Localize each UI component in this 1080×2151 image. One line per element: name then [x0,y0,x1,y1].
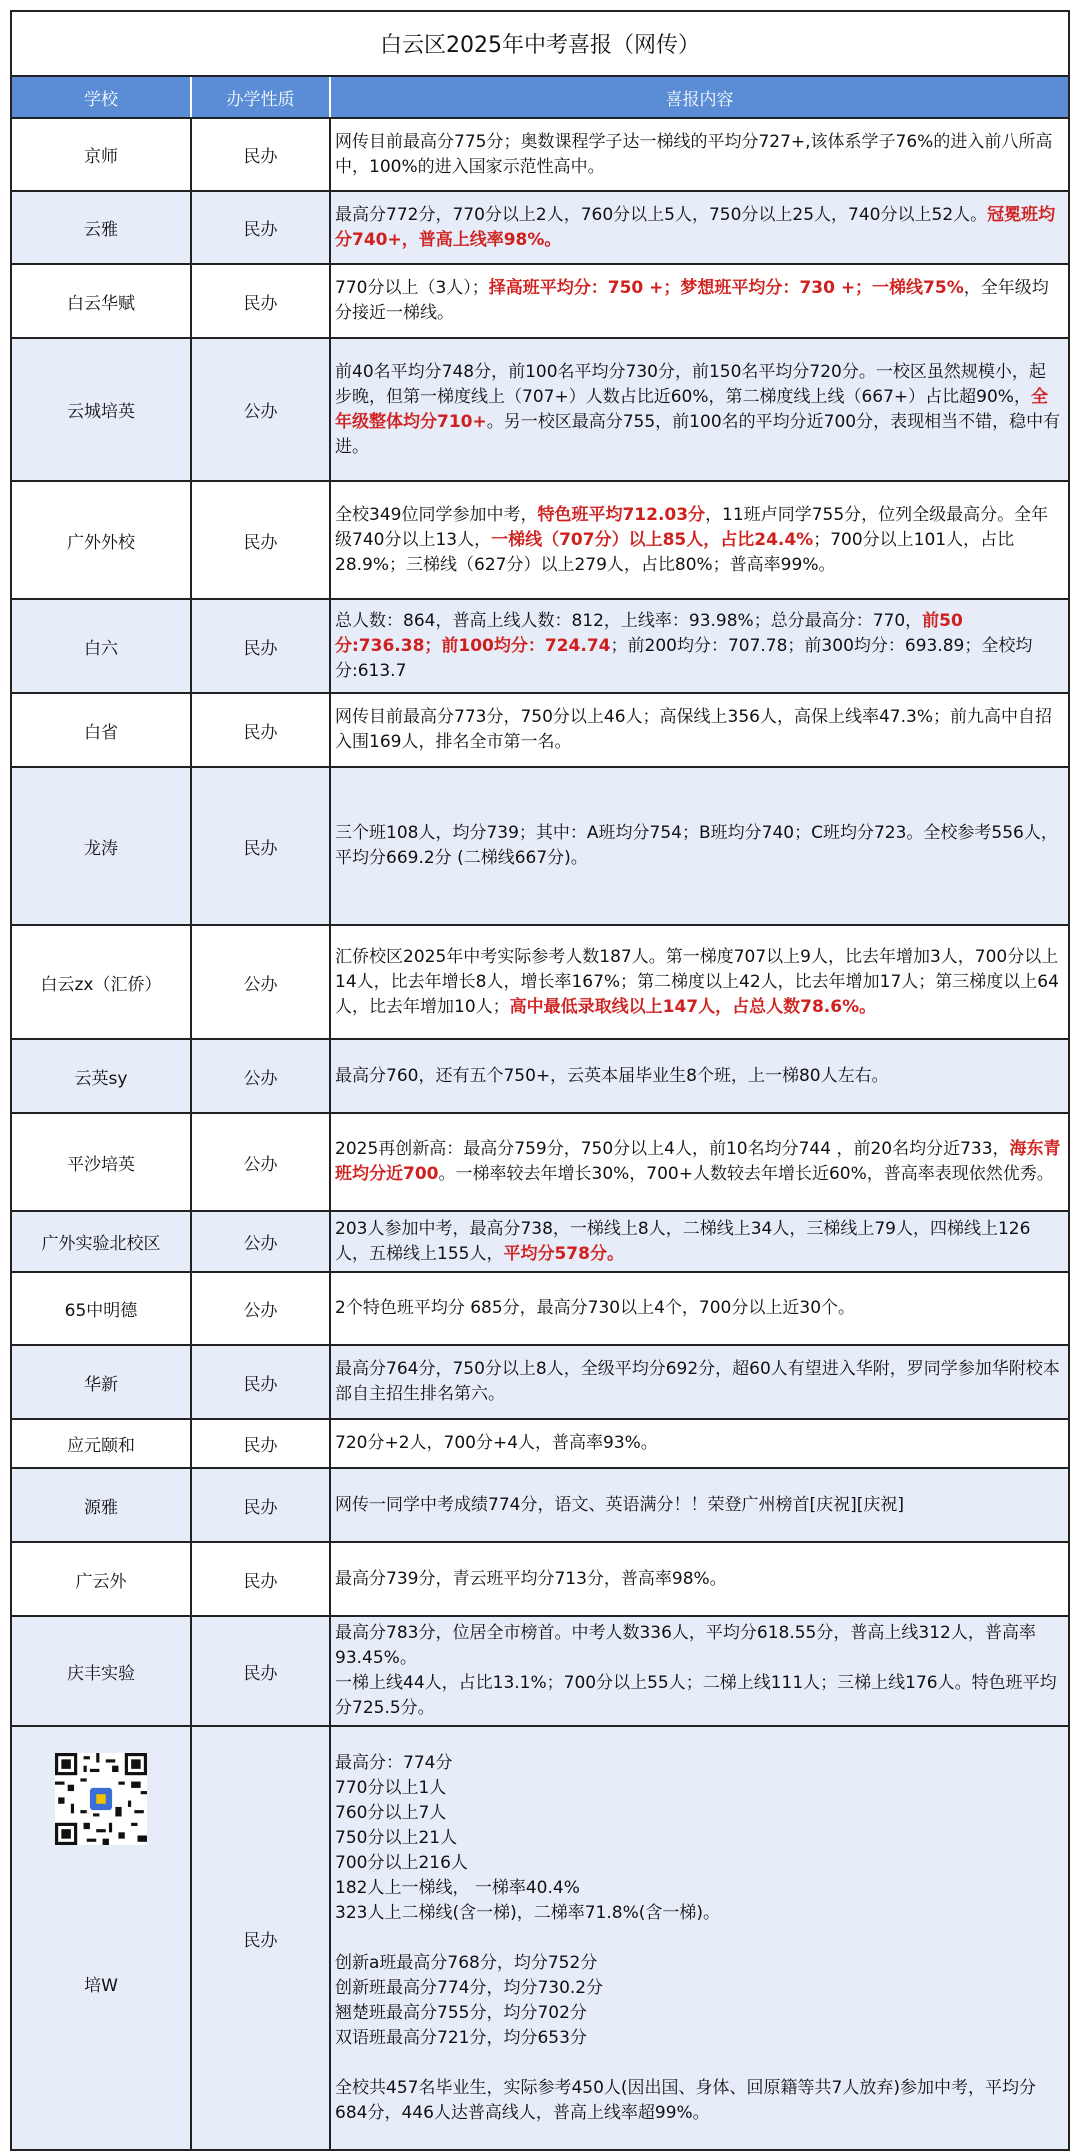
content-cell [330,925,1069,1039]
school-type: 民办 [191,1468,330,1542]
content-cell [330,1211,1069,1272]
school-name: 庆丰实验 [11,1616,191,1726]
content-line: 700分以上216人 [335,1852,468,1873]
content-cell [330,481,1069,599]
table-row [11,264,1069,338]
table-row [11,925,1069,1039]
school-name: 广外实验北校区 [11,1211,191,1272]
content-text: 最高分764分，750分以上8人，全级平均分692分，超60人有望进入华附，罗同学参加华附校本部自主招生排名第六。 [335,1359,1060,1404]
content-text: 汇侨校区2025年中考实际参考人数187人。第一梯度707以上9人，比去年增加3人，700分以上14人，比去年增长8人，增长率167%；第二梯度以上42人，比去年增加17人；第三梯度以上64人，比去年增加10人； [335,946,1059,1017]
page-title: 白云区2025年中考喜报（网传） [11,11,1069,76]
school-type: 民办 [191,264,330,338]
table-row [11,1345,1069,1419]
content-line: 最高分：774分 [335,1752,453,1773]
content-cell [330,1542,1069,1616]
highlight-text: 特色班平均712.03分 [537,504,706,525]
content-text: 203人参加中考，最高分738，一梯线上8人，二梯线上34人，三梯线上79人，四梯线上126人，五梯线上155人， [335,1218,1031,1264]
school-name: 云雅 [11,191,191,264]
table-row [11,118,1069,191]
school-name: 65中明德 [11,1272,191,1345]
report-sheet [10,10,1068,2151]
table-row [11,1211,1069,1272]
content-line: 一梯上线44人，占比13.1%；700分以上55人；二梯上线111人；三梯上线176人。特色班平均分725.5分。 [335,1673,1057,1718]
school-name: 广外外校 [11,481,191,599]
school-name: 白省 [11,693,191,767]
content-text: 最高分772分，770分以上2人，760分以上5人，750分以上25人，740分以上52人。 [335,204,988,225]
highlight-text: 高中最低录取线以上147人，占总人数78.6%。 [509,996,877,1017]
highlight-text: 前50分:736.38；前100均分：724.74 [335,610,963,656]
highlight-text: 择高班平均分：750 +；梦想班平均分：730 +；一梯线75% [488,278,964,298]
content-text: ，全年级均分接近一梯线。 [335,278,1049,323]
content-cell [330,191,1069,264]
content-cell [330,118,1069,191]
school-type: 民办 [191,481,330,599]
table-row [11,338,1069,481]
content-cell [330,1726,1069,2150]
content-cell [330,767,1069,925]
content-text: 720分+2人，700分+4人，普高率93%。 [335,1433,658,1453]
content-text: 。一梯率较去年增长30%，700+人数较去年增长近60%，普高率表现依然优秀。 [438,1164,1054,1184]
content-text: 前40名平均分748分，前100名平均分730分，前150名平均分720分。一校区虽然规模小，起步晚，但第一梯度线上（707+）人数占比近60%，第二梯度线上线（667+）占比超90%， [335,361,1046,407]
table-body [11,118,1069,1726]
table-row [11,1419,1069,1468]
school-cell [11,1726,191,2150]
school-type: 民办 [191,1616,330,1726]
content-text: 三个班108人，均分739；其中：A班均分754；B班均分740；C班均分723。全校参考556人，平均分669.2分 (二梯线667分)。 [335,823,1058,868]
highlight-text: 一梯线（707分）以上85人，占比24.4% [491,529,814,550]
content-text: 全校349位同学参加中考， [335,504,538,525]
school-name: 白云华赋 [11,264,191,338]
school-name: 广云外 [11,1542,191,1616]
school-type: 民办 [191,1542,330,1616]
school-type: 公办 [191,1039,330,1113]
table-row [11,767,1069,925]
content-line: 750分以上21人 [335,1827,458,1848]
content-text: ；前200均分：707.78；前300均分：693.89；全校均分:613.7 [335,635,1033,681]
table-row [11,599,1069,693]
qr-code-icon [55,1753,147,1845]
school-type: 民办 [191,767,330,925]
school-type: 公办 [191,925,330,1039]
school-name: 京师 [11,118,191,191]
highlight-text: 全年级整体均分710+ [335,386,1048,432]
school-name: 培W [84,1975,118,1996]
school-name: 白六 [11,599,191,693]
header-content: 喜报内容 [330,76,1069,118]
content-text: 最高分739分，青云班平均分713分，普高率98%。 [335,1568,727,1589]
highlight-text: 平均分578分。 [503,1243,624,1264]
school-type: 民办 [191,599,330,693]
header-type: 办学性质 [191,76,330,118]
table-row [11,191,1069,264]
content-text: 。另一校区最高分755，前100名的平均分近700分，表现相当不错，稳中有进。 [335,411,1061,457]
content-cell [330,1039,1069,1113]
content-line: 182人上一梯线， 一梯率40.4% [335,1877,580,1898]
table-row [11,1616,1069,1726]
school-name: 源雅 [11,1468,191,1542]
report-table [10,10,1070,2151]
table-row [11,1726,1069,2150]
school-name: 应元颐和 [11,1419,191,1468]
content-line: 760分以上7人 [335,1802,447,1823]
school-type: 公办 [191,1272,330,1345]
content-cell [330,693,1069,767]
content-text: 2025再创新高：最高分759分，750分以上4人，前10名均分744 ，前20名均分近733， [335,1139,1010,1159]
content-cell [330,1345,1069,1419]
school-type: 公办 [191,1113,330,1211]
content-text: 网传目前最高分773分，750分以上46人；高保线上356人，高保上线率47.3%；前九高中自招入围169人，排名全市第一名。 [335,707,1052,752]
header-school: 学校 [11,76,191,118]
school-type: 民办 [191,191,330,264]
table-row [11,1468,1069,1542]
table-row [11,1113,1069,1211]
content-line: 翘楚班最高分755分，均分702分 [335,2002,587,2023]
highlight-text: 冠冕班均分740+，普高上线率98%。 [335,204,1056,250]
school-type: 民办 [191,118,330,191]
table-row [11,1039,1069,1113]
school-name: 龙涛 [11,767,191,925]
content-cell [330,1419,1069,1468]
content-cell [330,599,1069,693]
content-line: 770分以上1人 [335,1777,447,1798]
table-row [11,1272,1069,1345]
school-name: 白云zx（汇侨） [11,925,191,1039]
content-line: 创新a班最高分768分，均分752分 [335,1952,598,1973]
content-text: 网传目前最高分775分；奥数课程学子达一梯线的平均分727+,该体系学子76%的进入前八所高中，100%的进入国家示范性高中。 [335,131,1053,177]
table-row [11,1542,1069,1616]
spacer [335,1926,1062,1951]
content-cell [330,264,1069,338]
table-row [11,481,1069,599]
content-text: ，11班卢同学755分，位列全级最高分。全年级740分以上13人， [335,504,1049,550]
content-line: 双语班最高分721分，均分653分 [335,2027,587,2048]
content-text: 2个特色班平均分 685分，最高分730以上4个，700分以上近30个。 [335,1298,856,1318]
content-line: 全校共457名毕业生，实际参考450人(因出国、身体、回原籍等共7人放弃)参加中考，平均分684分，446人达普高线人，普高上线率超99%。 [335,2077,1036,2123]
highlight-text: 海东青班均分近700 [335,1139,1061,1184]
content-cell [330,1113,1069,1211]
school-name: 华新 [11,1345,191,1419]
school-name: 云城培英 [11,338,191,481]
school-type: 民办 [191,1726,330,2150]
school-name: 云英sy [11,1039,191,1113]
content-text: 最高分760，还有五个750+，云英本届毕业生8个班，上一梯80人左右。 [335,1065,889,1086]
content-cell [330,338,1069,481]
school-type: 公办 [191,338,330,481]
content-text: 网传一同学中考成绩774分，语文、英语满分！！荣登广州榜首[庆祝][庆祝] [335,1494,904,1515]
content-cell [330,1616,1069,1726]
content-line: 创新班最高分774分，均分730.2分 [335,1977,604,1998]
school-type: 民办 [191,1345,330,1419]
spacer [335,2051,1062,2076]
table-row [11,693,1069,767]
content-line: 323人上二梯线(含一梯)，二梯率71.8%(含一梯)。 [335,1902,720,1923]
content-text: 770分以上（3人）； [335,278,489,298]
content-line: 最高分783分，位居全市榜首。中考人数336人，平均分618.55分，普高上线312人，普高率93.45%。 [335,1623,1036,1668]
content-cell [330,1468,1069,1542]
school-type: 公办 [191,1211,330,1272]
content-text: ；700分以上101人，占比28.9%；三梯线（627分）以上279人，占比80%；普高率99%。 [335,529,1015,575]
content-text: 总人数：864，普高上线人数：812，上线率：93.98%；总分最高分：770， [335,610,923,631]
school-type: 民办 [191,693,330,767]
school-name: 平沙培英 [11,1113,191,1211]
school-type: 民办 [191,1419,330,1468]
table-header [11,76,1069,118]
content-cell [330,1272,1069,1345]
